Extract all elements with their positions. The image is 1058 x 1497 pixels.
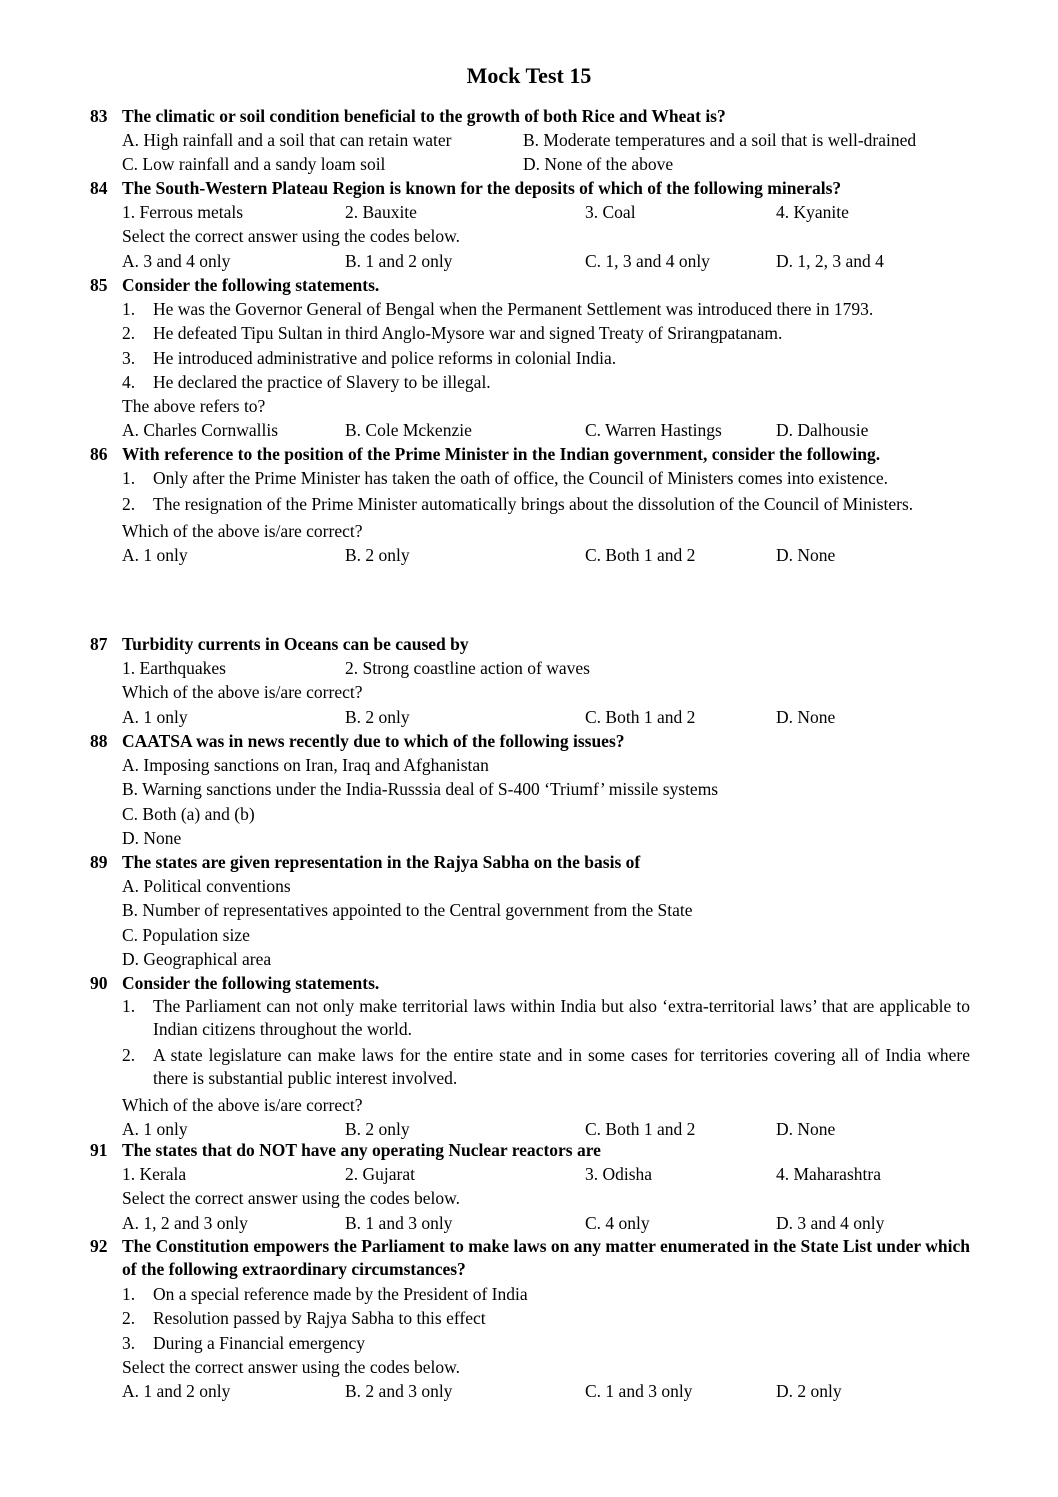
list-item: 2. Gujarat (345, 1164, 415, 1184)
list-item: 1. Ferrous metals (122, 202, 244, 222)
question-text: With reference to the position of the Prime Minister in the Indian government, consider the following. (122, 444, 881, 464)
statement-number: 2. (122, 323, 136, 344)
list-item: 4. Kyanite (776, 202, 849, 222)
option-a: A. Political conventions (122, 876, 291, 896)
option-a: A. 1 only (122, 545, 188, 566)
question-number: 84 (90, 178, 108, 198)
question-text: The states are given representation in the Rajya Sabha on the basis of (122, 852, 641, 872)
option-c: C. Both 1 and 2 (585, 1119, 696, 1140)
statement-text: He defeated Tipu Sultan in third Anglo-Mysore war and signed Treaty of Srirangpatanam. (153, 323, 783, 344)
statement-text: He was the Governor General of Bengal when the Permanent Settlement was introduced there in 1793. (153, 299, 874, 319)
option-c: C. Both 1 and 2 (585, 706, 696, 727)
question-88 (90, 729, 970, 850)
option-b: B. Warning sanctions under the India-Russsia deal of S-400 ‘Triumf’ missile systems (122, 779, 719, 800)
option-b: B. 2 and 3 only (345, 1381, 453, 1402)
option-d: D. None (122, 827, 182, 848)
list-item: 4. Maharashtra (776, 1164, 881, 1184)
option-b: B. Cole Mckenzie (345, 420, 472, 441)
option-b: B. 1 and 2 only (345, 250, 453, 271)
list-item: 2. Bauxite (345, 202, 417, 222)
question-prompt: Select the correct answer using the codes below. (122, 226, 461, 247)
option-a: A. 3 and 4 only (122, 250, 231, 271)
question-text: Consider the following statements. (122, 275, 380, 295)
question-number: 91 (90, 1140, 108, 1160)
option-c: C. Warren Hastings (585, 420, 722, 441)
option-a: A. 1, 2 and 3 only (122, 1212, 248, 1233)
statement-text: On a special reference made by the President of India (153, 1284, 528, 1304)
question-text: Turbidity currents in Oceans can be caused by (122, 634, 469, 654)
list-item: 3. Odisha (585, 1164, 653, 1184)
option-c: C. Low rainfall and a sandy loam soil (122, 154, 386, 175)
option-c: C. Both 1 and 2 (585, 545, 696, 566)
statement-text: Only after the Prime Minister has taken the oath of office, the Council of Ministers comes into existence. (153, 468, 888, 488)
statement-number: 3. (122, 347, 136, 368)
option-b: B. 2 only (345, 545, 410, 566)
statement-number: 2. (122, 1308, 136, 1329)
statement-text: A state legislature can make laws for the entire state and in some cases for territories covering all of India where there is substantial public interest involved. (153, 1045, 970, 1088)
option-b: B. Moderate temperatures and a soil that is well-drained (523, 130, 917, 150)
list-item: 2. Strong coastline action of waves (345, 658, 590, 678)
question-number: 90 (90, 973, 108, 993)
list-item: 1. Kerala (122, 1164, 187, 1184)
option-d: D. None of the above (523, 154, 674, 175)
question-prompt: Which of the above is/are correct? (122, 682, 363, 703)
option-a: A. Imposing sanctions on Iran, Iraq and Afghanistan (122, 755, 489, 775)
question-84 (90, 176, 970, 273)
question-text: CAATSA was in news recently due to which of the following issues? (122, 731, 625, 751)
statement-text: He introduced administrative and police reforms in colonial India. (153, 347, 617, 368)
option-a: A. Charles Cornwallis (122, 420, 279, 441)
option-c: C. 1 and 3 only (585, 1381, 693, 1402)
statement-number: 1. (122, 299, 136, 319)
option-d: D. None (776, 545, 836, 566)
option-d: D. Dalhousie (776, 420, 869, 441)
option-d: D. Geographical area (122, 948, 272, 969)
question-text: The climatic or soil condition beneficial to the growth of both Rice and Wheat is? (122, 106, 726, 126)
option-b: B. 1 and 3 only (345, 1212, 453, 1233)
question-number: 85 (90, 275, 108, 295)
statement-number: 1. (122, 996, 136, 1016)
question-prompt: Select the correct answer using the codes below. (122, 1188, 461, 1209)
question-prompt: Which of the above is/are correct? (122, 1095, 363, 1115)
option-b: B. Number of representatives appointed to the Central government from the State (122, 900, 693, 921)
list-item: 3. Coal (585, 202, 636, 222)
question-83 (90, 104, 970, 177)
question-85 (90, 273, 970, 443)
statement-number: 2. (122, 1045, 136, 1065)
list-item: 1. Earthquakes (122, 658, 226, 678)
question-text: The states that do NOT have any operating Nuclear reactors are (122, 1140, 601, 1160)
statement-number: 2. (122, 494, 136, 514)
option-a: A. 1 only (122, 706, 188, 727)
statement-number: 4. (122, 371, 136, 392)
question-prompt: The above refers to? (122, 396, 266, 417)
statement-text: During a Financial emergency (153, 1332, 366, 1353)
option-c: C. 1, 3 and 4 only (585, 250, 710, 271)
statement-number: 3. (122, 1332, 136, 1353)
page-title: Mock Test 15 (466, 63, 592, 88)
option-a: A. High rainfall and a soil that can retain water (122, 130, 452, 150)
option-c: C. 4 only (585, 1212, 650, 1233)
question-text: The Constitution empowers the Parliament to make laws on any matter enumerated in the State List under which of the following extraordinary circumstances? (122, 1236, 970, 1279)
option-c: C. Population size (122, 924, 250, 945)
question-number: 86 (90, 444, 108, 464)
option-b: B. 2 only (345, 1119, 410, 1140)
question-number: 88 (90, 731, 108, 751)
statement-text: The resignation of the Prime Minister automatically brings about the dissolution of the Council of Ministers. (153, 494, 914, 514)
statement-number: 1. (122, 1284, 136, 1304)
question-prompt: Select the correct answer using the codes below. (122, 1356, 461, 1377)
question-text: Consider the following statements. (122, 973, 380, 993)
statement-text: The Parliament can not only make territorial laws within India but also ‘extra-territorial laws’ that are applicable to Indian citizens throughout the world. (153, 996, 970, 1039)
option-a: A. 1 and 2 only (122, 1381, 231, 1402)
option-d: D. None (776, 1119, 836, 1140)
option-d: D. None (776, 706, 836, 727)
option-d: D. 1, 2, 3 and 4 (776, 250, 884, 271)
statement-text: Resolution passed by Rajya Sabha to this effect (153, 1308, 486, 1329)
option-a: A. 1 only (122, 1119, 188, 1140)
option-b: B. 2 only (345, 706, 410, 727)
option-d: D. 3 and 4 only (776, 1212, 885, 1233)
question-91 (90, 1138, 970, 1235)
statement-number: 1. (122, 468, 136, 488)
question-number: 92 (90, 1236, 108, 1256)
question-90 (90, 971, 970, 1142)
question-prompt: Which of the above is/are correct? (122, 521, 363, 541)
option-c: C. Both (a) and (b) (122, 803, 255, 824)
question-92 (90, 1235, 970, 1403)
option-d: D. 2 only (776, 1381, 842, 1402)
question-87 (90, 632, 970, 729)
question-text: The South-Western Plateau Region is known for the deposits of which of the following minerals? (122, 178, 842, 198)
question-number: 89 (90, 852, 108, 872)
question-86 (90, 443, 970, 568)
statement-text: He declared the practice of Slavery to be illegal. (153, 371, 491, 392)
question-number: 83 (90, 106, 108, 126)
question-89 (90, 850, 970, 971)
question-number: 87 (90, 634, 108, 654)
